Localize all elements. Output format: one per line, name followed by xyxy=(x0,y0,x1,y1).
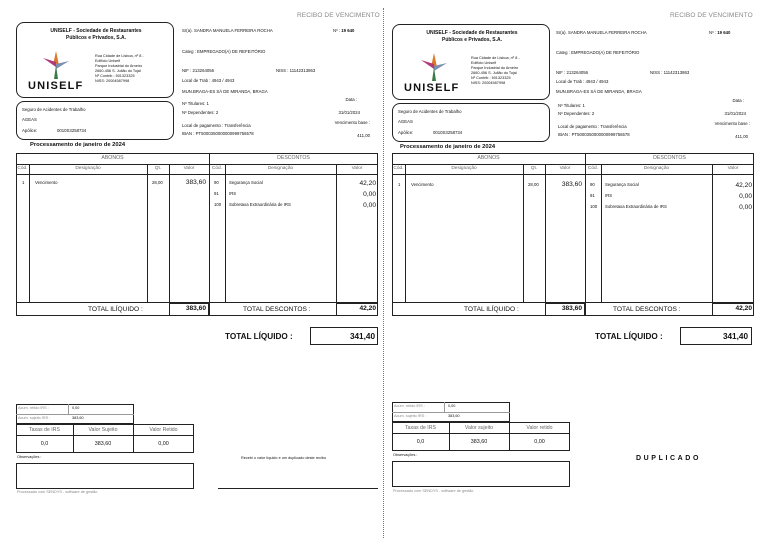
irs-withheld-value-header: Valor Retido xyxy=(149,427,178,433)
deductions-total-value: 42,20 xyxy=(735,305,752,312)
deductions-code-header: Cód. xyxy=(211,166,223,171)
iban-label: IBAN : xyxy=(558,132,571,137)
company-address-line: Rua Cidade de Lisboa, nº 8 - xyxy=(471,56,520,60)
deduction-description: IRS xyxy=(605,193,613,198)
payment-place: Transferência xyxy=(224,123,251,128)
earnings-deductions-table xyxy=(392,153,754,316)
holders-count: 1 xyxy=(206,101,209,106)
net-total-value: 341,40 xyxy=(349,332,375,341)
employee-number: 19 640 xyxy=(717,30,731,35)
observations-box xyxy=(392,461,570,487)
iban-label: IBAN : xyxy=(182,131,195,136)
deduction-code: 91 xyxy=(590,193,595,198)
company-address-line: Edifício Uniself xyxy=(95,59,121,63)
deduction-code: 91 xyxy=(214,191,219,196)
earnings-deductions-table xyxy=(16,153,378,316)
company-name-line2: Públicos e Privados, S.A. xyxy=(65,34,127,41)
irs-subject-label: Acum. sujeito IRS : xyxy=(394,414,427,418)
deductions-total-value: 42,20 xyxy=(359,305,376,312)
nif-label: NIF : xyxy=(556,70,566,75)
earnings-value-header: Valor xyxy=(183,166,195,171)
deductions-description-header: Designação xyxy=(643,166,670,171)
earning-value: 383,60 xyxy=(561,181,582,188)
net-total-label: TOTAL LÍQUIDO : xyxy=(225,332,293,341)
deduction-description: IRS xyxy=(229,191,237,196)
base-salary-value: 411,00 xyxy=(735,134,748,139)
irs-subject-amount: 383,60 xyxy=(470,439,488,445)
company-address-line: Nº Contrib : 501323325 xyxy=(95,74,135,78)
company-address-line: Parque Industrial do Arneiro xyxy=(95,64,143,68)
insurance-company: AGEAS xyxy=(22,117,37,122)
iban: PT5000350000000999756578 xyxy=(571,132,630,137)
base-salary-label: Vencimento base : xyxy=(334,120,370,125)
employee-niss: 11142313863 xyxy=(663,70,690,75)
irs-withheld-amount: 0,00 xyxy=(158,441,169,447)
irs-withheld-label: Acum. retido IRS : xyxy=(394,404,425,408)
insurance-policy-label: Apólice: xyxy=(22,128,38,133)
employee-number: 19 640 xyxy=(341,28,355,33)
deduction-value: 42,20 xyxy=(735,182,752,189)
irs-subject-value-header: Valor sujeito xyxy=(464,425,494,431)
deduction-code: 90 xyxy=(590,182,595,187)
insurance-policy: 0010S3258734 xyxy=(57,128,87,133)
irs-subject-amount: 383,60 xyxy=(94,441,112,447)
base-salary-value: 411,00 xyxy=(357,133,370,138)
uniself-logo-icon xyxy=(419,51,449,83)
earning-description: Vencimento xyxy=(411,182,434,187)
irs-withheld-value: 0,00 xyxy=(72,406,80,410)
deduction-description: Segurança Social xyxy=(229,180,263,185)
deduction-value: 0,00 xyxy=(363,191,376,198)
employee-name-label: Sr(a). xyxy=(556,30,567,35)
irs-rate-header: Taxas de IRS xyxy=(29,427,60,433)
employee-nif: 213264056 xyxy=(566,70,589,75)
employee-niss: 11142313863 xyxy=(289,68,316,73)
insurance-box xyxy=(392,103,550,142)
observations-label: Observações : xyxy=(393,453,418,457)
workplace-code-label: Local de Trab : xyxy=(182,78,211,83)
company-address-line: Nº Contrib : 501323325 xyxy=(471,76,511,80)
dependents-label: Nº Dependentes: xyxy=(182,110,215,115)
payment-place-label: Local de pagamento : xyxy=(182,123,224,128)
receipt-title: RECIBO DE VENCIMENTO xyxy=(670,12,753,19)
irs-rate-header: Taxas de IRS xyxy=(405,425,436,431)
irs-withheld-label: Acum. retido IRS : xyxy=(18,406,49,410)
workplace-code: 4943 / 4943 xyxy=(211,78,235,83)
receipt-duplicate xyxy=(384,0,768,543)
irs-rate-value: 0,0 xyxy=(416,439,425,445)
insurance-company: AGEAS xyxy=(398,119,413,124)
company-logo-text: UNISELF xyxy=(404,82,460,94)
software-footer: Processado com SENDYS - software de gestão xyxy=(17,490,98,494)
deductions-code-header: Cód. xyxy=(587,166,599,171)
earnings-section-title: ABONOS xyxy=(101,155,124,161)
earnings-code-header: Cód. xyxy=(393,166,404,171)
earning-description: Vencimento xyxy=(35,180,58,185)
company-name-line1: UNISELF - Sociedade de Restaurantes xyxy=(426,30,518,36)
deduction-description: Segurança Social xyxy=(605,182,639,187)
employee-nif: 213264056 xyxy=(192,68,215,73)
deduction-value: 42,20 xyxy=(359,180,376,187)
irs-subject-value: 383,60 xyxy=(72,416,84,420)
software-footer: Processado com SENDYS - software de gestão xyxy=(393,489,474,493)
earnings-description-header: Designação xyxy=(75,166,101,171)
irs-subject-label: Acum. sujeito IRS : xyxy=(18,416,51,420)
company-box xyxy=(16,22,174,98)
net-total-label: TOTAL LÍQUIDO : xyxy=(595,332,663,341)
receipt-title: RECIBO DE VENCIMENTO xyxy=(297,12,380,19)
holders-label: Nº Titulares: xyxy=(182,101,206,106)
net-total-value: 341,40 xyxy=(722,332,748,341)
nif-label: NIF : xyxy=(182,68,192,73)
holders-count: 1 xyxy=(582,103,585,108)
niss-label: NISS : xyxy=(276,68,289,73)
earnings-description-header: Designação xyxy=(451,166,477,171)
company-address-line: Parque Industrial do Arneiro xyxy=(471,66,519,70)
irs-withheld-value: 0,00 xyxy=(448,404,456,408)
insurance-policy: 0010S3258734 xyxy=(433,130,463,135)
workplace-name: MUN.BRAGA-ES SÁ DE MIRANDA, BRAGA xyxy=(556,89,642,94)
dependents-label: Nº Dependentes: xyxy=(558,111,591,116)
earnings-quantity-header: Qt. xyxy=(154,166,162,171)
earning-value: 383,60 xyxy=(185,179,206,186)
employee-category: EMPREGADO(A) DE REFEITÓRIO xyxy=(197,49,266,54)
insurance-label: Seguro de Acidentes de Trabalho xyxy=(22,107,86,112)
employee-number-label: Nº : xyxy=(709,30,717,35)
earnings-value-header: Valor xyxy=(559,166,571,171)
company-box xyxy=(392,24,550,100)
deduction-description: Sobretaxa Extraordinária de IRS xyxy=(605,204,667,209)
employee-number-label: Nº : xyxy=(333,28,341,33)
signature-line xyxy=(218,488,378,489)
deductions-total-label: TOTAL DESCONTOS : xyxy=(243,306,311,313)
workplace-code: 4943 / 4943 xyxy=(585,79,609,84)
processing-period: Processamento de janeiro de 2024 xyxy=(400,144,496,150)
deduction-description: Sobretaxa Extraordinária de IRS xyxy=(229,202,291,207)
gross-total-label: TOTAL ILÍQUIDO : xyxy=(88,306,143,313)
deductions-total-label: TOTAL DESCONTOS : xyxy=(613,306,681,313)
processing-period: Processamento de janeiro de 2024 xyxy=(30,142,126,148)
dependents-count: 2 xyxy=(591,111,595,116)
employee-name-label: Sr(a). xyxy=(182,28,193,33)
company-name-line2: Públicos e Privados, S.A. xyxy=(441,36,503,43)
earning-quantity: 28,00 xyxy=(152,180,163,185)
company-name-line1: UNISELF - Sociedade de Restaurantes xyxy=(50,28,142,34)
irs-withheld-value-header: Valor retido xyxy=(526,425,553,431)
date-label: Data : xyxy=(345,97,357,102)
insurance-label: Seguro de Acidentes de Trabalho xyxy=(398,109,462,114)
employee-category: EMPREGADO(A) DE REFEITÓRIO xyxy=(571,50,640,55)
gross-total-label: TOTAL ILÍQUIDO : xyxy=(464,306,519,313)
earnings-code-header: Cód. xyxy=(17,166,28,171)
date-value: 31/01/2024 xyxy=(724,111,746,116)
company-address-line: Edifício Uniself xyxy=(471,61,497,65)
uniself-logo-icon xyxy=(41,49,71,81)
workplace-name: MUN.BRAGA-ES SÁ DE MIRANDA, BRAGA xyxy=(182,89,268,94)
irs-subject-value-header: Valor Sujeito xyxy=(88,427,118,433)
category-label: Categ : xyxy=(556,50,570,55)
company-address-line: Rua Cidade de Lisboa, nº 8 - xyxy=(95,54,144,58)
receipt-acknowledgement: Recebi o valor líquido e um duplicado deste recibo xyxy=(241,456,327,460)
earnings-section-title: ABONOS xyxy=(477,155,500,161)
deductions-value-header: Valor xyxy=(727,166,739,171)
insurance-policy-label: Apólice: xyxy=(398,130,414,135)
niss-label: NISS : xyxy=(650,70,663,75)
irs-withheld-amount: 0,00 xyxy=(534,439,545,445)
irs-subject-value: 383,60 xyxy=(448,414,460,418)
earnings-quantity-header: Qt. xyxy=(530,166,538,171)
base-salary-label: Vencimento base : xyxy=(714,121,750,126)
iban: PT5000350000000999756578 xyxy=(195,131,254,136)
company-address-line: 2660-456 S. Julião do Tojal xyxy=(95,69,141,73)
deductions-description-header: Designação xyxy=(267,166,294,171)
deductions-section-title: DESCONTOS xyxy=(277,155,310,161)
dependents-count: 2 xyxy=(215,110,219,115)
company-address-line: NISS: 20004587998 xyxy=(95,79,130,83)
observations-box xyxy=(16,463,194,489)
insurance-box xyxy=(16,101,174,140)
deduction-value: 0,00 xyxy=(363,202,376,209)
deduction-code: 100 xyxy=(214,202,222,207)
deductions-value-header: Valor xyxy=(351,166,363,171)
deductions-section-title: DESCONTOS xyxy=(653,155,686,161)
payment-place: Transferência xyxy=(600,124,627,129)
duplicate-label: DUPLICADO xyxy=(636,455,702,462)
deduction-value: 0,00 xyxy=(739,204,752,211)
irs-rate-value: 0,0 xyxy=(40,441,49,447)
employee-name: SANDRA MANUELA FERREIRA ROCHA xyxy=(193,28,273,33)
company-logo-text: UNISELF xyxy=(28,80,84,92)
deduction-code: 90 xyxy=(214,180,219,185)
date-value: 31/01/2024 xyxy=(338,110,360,115)
category-label: Categ : xyxy=(182,49,196,54)
gross-total-value: 383,60 xyxy=(185,305,206,312)
employee-name: SANDRA MANUELA FERREIRA ROCHA xyxy=(567,30,647,35)
company-address-line: 2660-456 S. Julião do Tojal xyxy=(471,71,517,75)
deduction-code: 100 xyxy=(590,204,598,209)
earning-quantity: 28,00 xyxy=(528,182,539,187)
earning-code: 1 xyxy=(398,182,401,187)
deduction-value: 0,00 xyxy=(739,193,752,200)
holders-label: Nº Titulares: xyxy=(558,103,582,108)
date-label: Data : xyxy=(732,98,744,103)
workplace-code-label: Local de Trab : xyxy=(556,79,585,84)
gross-total-value: 383,60 xyxy=(561,305,582,312)
payment-place-label: Local de pagamento : xyxy=(558,124,600,129)
earning-code: 1 xyxy=(22,180,25,185)
observations-label: Observações : xyxy=(17,455,42,459)
company-address-line: NISS: 20004587998 xyxy=(471,81,506,85)
